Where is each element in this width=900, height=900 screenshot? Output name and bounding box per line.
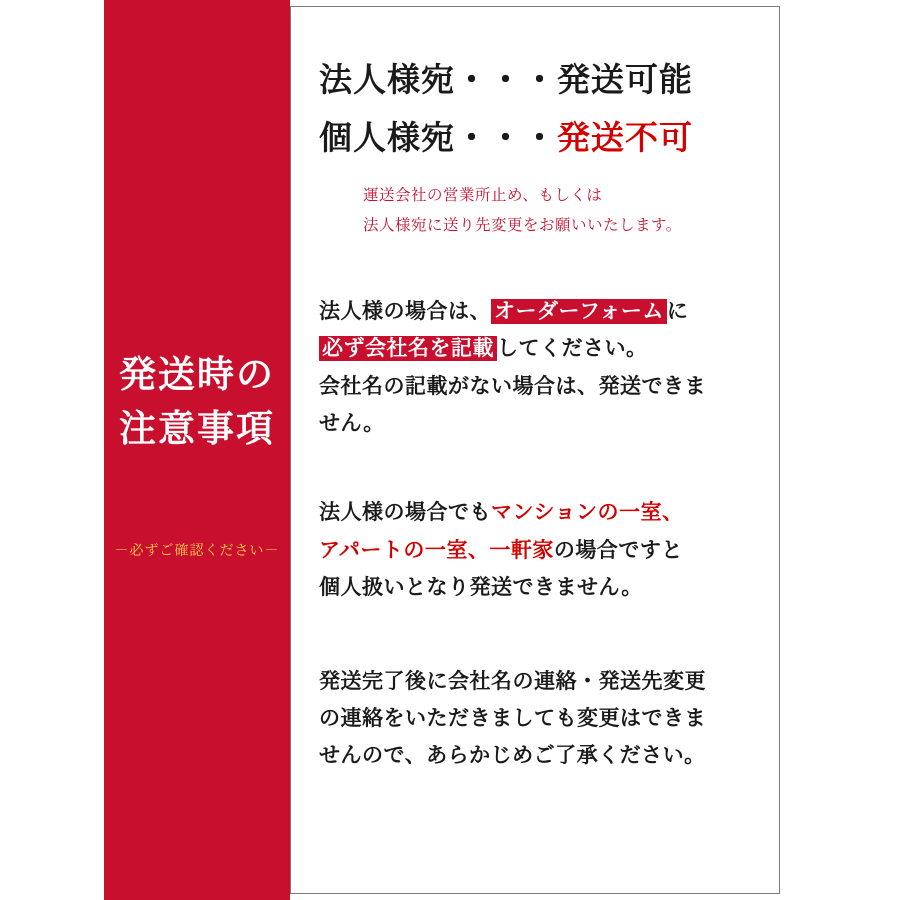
content-inner [319, 51, 755, 775]
p1l1-highlight-orderform: オーダーフォーム [491, 299, 667, 324]
paragraph-no-change-after-shipping [319, 663, 755, 775]
p2l2-seg2: の場合ですと [553, 538, 683, 562]
paragraph-1-line-1 [319, 293, 755, 330]
p1l1-seg3: に [666, 299, 689, 323]
headline-corporate-text: 法人様宛・・・発送可能 [319, 61, 693, 98]
p1l2-seg2: してください。 [497, 337, 648, 361]
p1l2-highlight-company-name: 必ず会社名を記載 [319, 336, 497, 361]
paragraph-1-line-4: せん。 [319, 412, 385, 436]
note-line-1: 運送会社の営業所止め、もしくは [363, 186, 603, 204]
headline-corporate [319, 51, 755, 109]
paragraph-1-line-2 [319, 330, 755, 367]
banner-subtitle: －必ずご確認ください－ [114, 541, 280, 558]
p2l1-seg1: 法人様の場合でも [319, 501, 491, 525]
headline-individual-status: 発送不可 [557, 118, 693, 156]
headline-individual [319, 109, 755, 167]
p1l1-seg1: 法人様の場合は、 [319, 299, 491, 323]
paragraph-2-line-1 [319, 494, 755, 531]
paragraph-2-line-3: 個人扱いとなり発送できません。 [319, 576, 643, 600]
headline-individual-prefix: 個人様宛・・・ [319, 118, 557, 156]
note-block [363, 181, 755, 241]
banner-title-line-1: 発送時の [119, 354, 275, 396]
paragraph-company-name-required [319, 293, 755, 443]
paragraph-2-line-2 [319, 532, 755, 569]
red-side-banner [104, 0, 290, 900]
paragraph-3-line-3: せんので、あらかじめご了承ください。 [319, 744, 706, 768]
banner-title-line-2: 注意事項 [119, 408, 275, 449]
p2l1-red-mansion: マンションの一室、 [491, 501, 684, 525]
paragraph-3-line-2: の連絡をいただきましても変更はできま [319, 706, 706, 730]
paragraph-1-line-3: 会社名の記載がない場合は、発送できま [319, 374, 706, 398]
banner-content [104, 0, 290, 900]
paragraph-3-line-1: 発送完了後に会社名の連絡・発送先変更 [319, 669, 706, 693]
content-panel [290, 6, 780, 894]
paragraph-residence-type-restriction [319, 494, 755, 606]
p2l2-red-apartment: アパートの一室、一軒家 [319, 538, 554, 562]
note-line-2: 法人様宛に送り先変更をお願いいたします。 [363, 216, 682, 234]
